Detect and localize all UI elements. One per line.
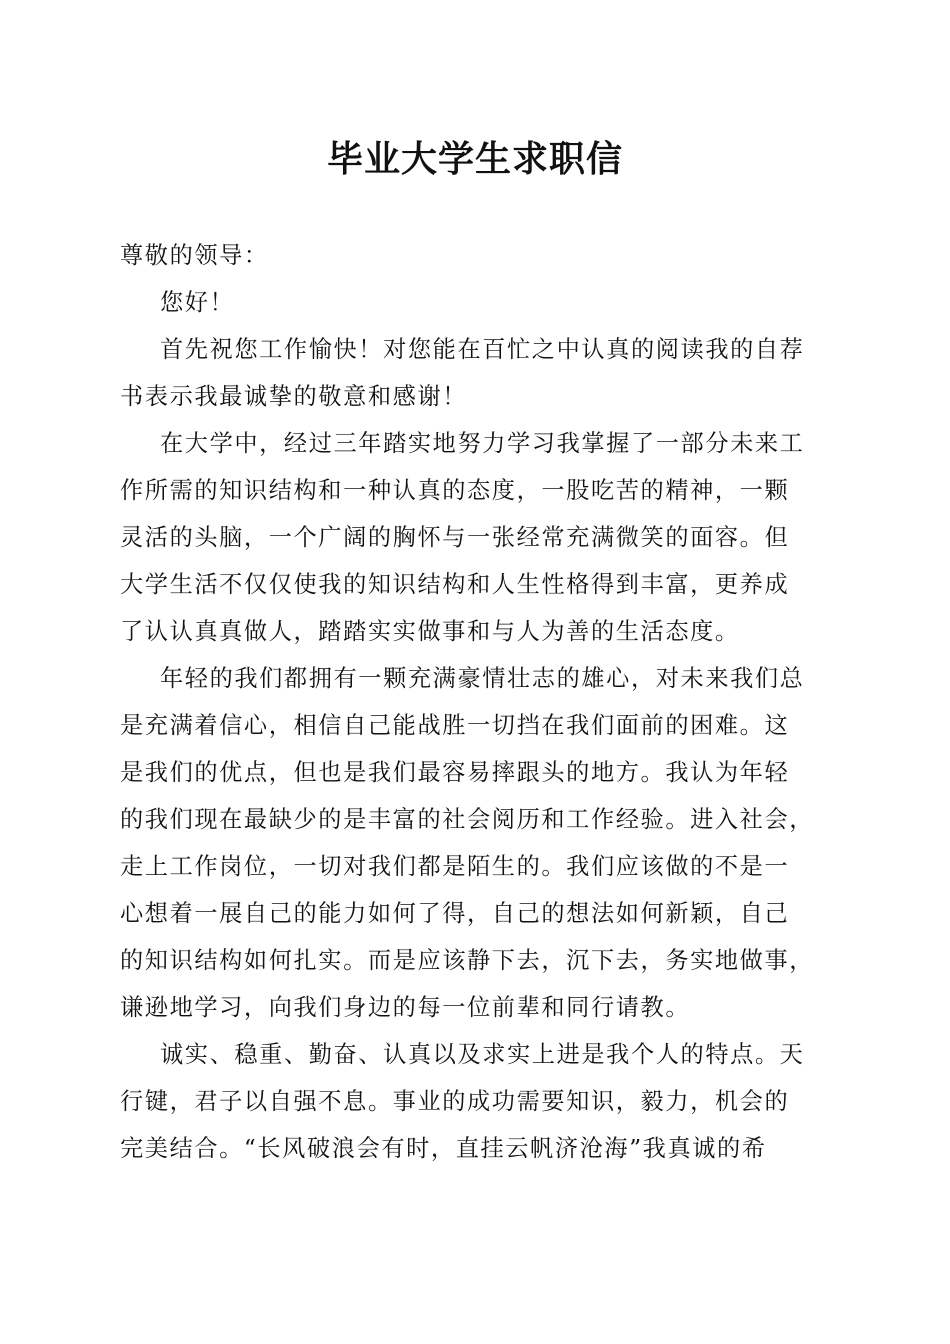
paragraph-1-line-2: 书表示我最诚挚的敬意和感谢！: [120, 383, 468, 410]
paragraph-4-line-1: 诚实、稳重、勤奋、认真以及求实上进是我个人的特点。天: [160, 1041, 805, 1068]
paragraph-3-line-8: 谦逊地学习，向我们身边的每一位前辈和同行请教。: [120, 994, 691, 1021]
paragraph-3-line-6: 心想着一展自己的能力如何了得，自己的想法如何新颖，自己: [120, 900, 790, 927]
document-title: 毕业大学生求职信: [326, 138, 623, 180]
paragraph-1-line-1: 首先祝您工作愉快！对您能在百忙之中认真的阅读我的自荐: [160, 336, 805, 363]
paragraph-4-line-3: 完美结合。“长风破浪会有时，直挂云帆济沧海”我真诚的希: [120, 1135, 767, 1162]
paragraph-2-line-5: 了认认真真做人，踏踏实实做事和与人为善的生活态度。: [120, 618, 740, 645]
paragraph-2-line-2: 作所需的知识结构和一种认真的态度，一股吃苦的精神，一颗: [120, 477, 790, 504]
greeting-line: 您好！: [160, 289, 235, 316]
salutation-line: 尊敬的领导：: [120, 242, 269, 269]
paragraph-3-line-1: 年轻的我们都拥有一颗充满豪情壮志的雄心，对未来我们总: [160, 665, 805, 692]
paragraph-2-line-1: 在大学中，经过三年踏实地努力学习我掌握了一部分未来工: [160, 430, 805, 457]
paragraph-3-line-7: 的知识结构如何扎实。而是应该静下去，沉下去，务实地做事，: [120, 947, 815, 974]
paragraph-3-line-5: 走上工作岗位，一切对我们都是陌生的。我们应该做的不是一: [120, 853, 790, 880]
paragraph-3-line-2: 是充满着信心，相信自己能战胜一切挡在我们面前的困难。这: [120, 712, 790, 739]
paragraph-3-line-4: 的我们现在最缺少的是丰富的社会阅历和工作经验。进入社会，: [120, 806, 815, 833]
paragraph-2-line-4: 大学生活不仅仅使我的知识结构和人生性格得到丰富，更养成: [120, 571, 790, 598]
paragraph-3-line-3: 是我们的优点，但也是我们最容易摔跟头的地方。我认为年轻: [120, 759, 790, 786]
paragraph-2-line-3: 灵活的头脑，一个广阔的胸怀与一张经常充满微笑的面容。但: [120, 524, 790, 551]
letter-body: [120, 232, 836, 1172]
paragraph-4-line-2: 行键，君子以自强不息。事业的成功需要知识，毅力，机会的: [120, 1088, 790, 1115]
